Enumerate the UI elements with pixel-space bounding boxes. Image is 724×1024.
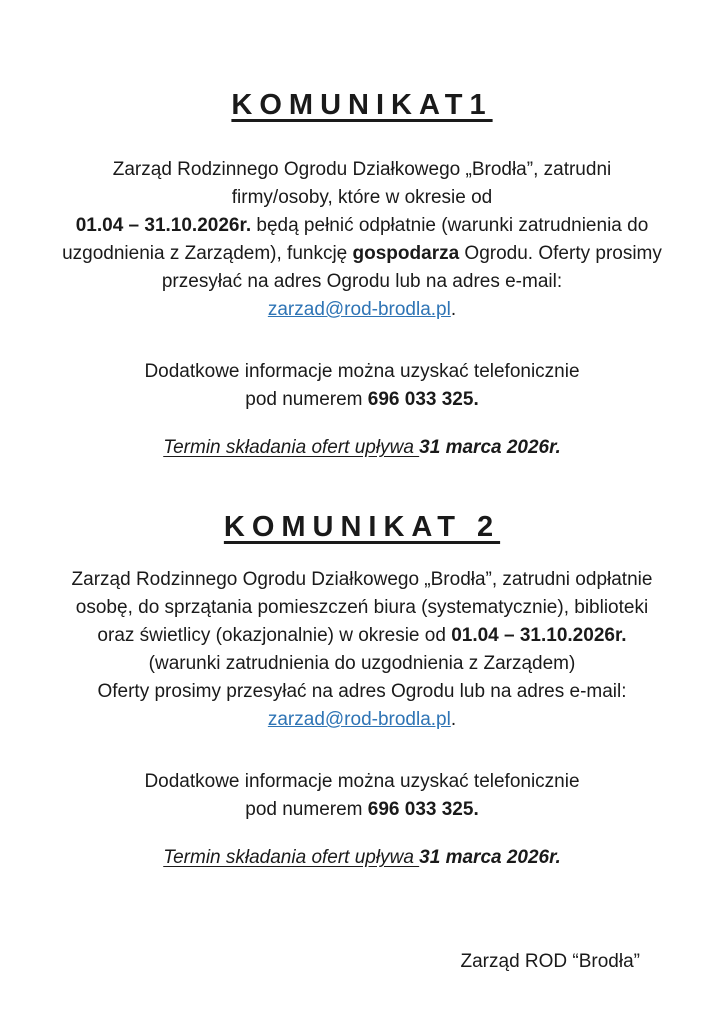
announcement1-deadline-label: Termin składania ofert upływa	[163, 437, 420, 458]
announcement1-title-text: KOMUNIKAT1	[231, 89, 493, 121]
announcement2-deadline-label: Termin składania ofert upływa	[163, 847, 420, 868]
footer-signature: Zarząd ROD “Brodła”	[460, 951, 640, 972]
announcement1-info-line1: Dodatkowe informacje można uzyskać telefonicznie	[144, 361, 580, 382]
announcement2-line4: (warunki zatrudnienia do uzgodnienia z Zarządem)	[148, 653, 576, 674]
announcement2-info-line2-pre: pod numerem	[245, 799, 368, 820]
announcement2-phone-number: 696 033 325.	[367, 799, 479, 820]
announcement2-title	[0, 508, 724, 546]
announcement1-line3-rest: będą pełnić odpłatnie (warunki zatrudnienia do	[251, 215, 649, 236]
announcement1-deadline	[0, 434, 724, 462]
announcement1-line5: przesyłać na adres Ogrodu lub na adres e-mail:	[161, 271, 563, 292]
announcement2-info-line1: Dodatkowe informacje można uzyskać telefonicznie	[144, 771, 580, 792]
announcement1-body	[0, 156, 724, 324]
announcement2-line3-pre: oraz świetlicy (okazjonalnie) w okresie od	[97, 625, 452, 646]
announcement2-line1: Zarząd Rodzinnego Ogrodu Działkowego „Brodła”, zatrudni odpłatnie	[71, 569, 653, 590]
announcement2-email-suffix: .	[450, 709, 457, 730]
announcement1-period-bold: 01.04 – 31.10.2026r.	[75, 215, 252, 236]
announcement2-info	[0, 768, 724, 824]
announcement1-role-bold: gospodarza	[352, 243, 460, 264]
announcement2-deadline-date: 31 marca 2026r.	[419, 847, 561, 868]
announcement2-period-bold: 01.04 – 31.10.2026r.	[451, 625, 627, 646]
announcement1-email-suffix: .	[450, 299, 457, 320]
announcement1-deadline-date: 31 marca 2026r.	[419, 437, 561, 458]
announcement2-title-text: KOMUNIKAT 2	[223, 511, 501, 543]
announcement1-info	[0, 358, 724, 414]
announcement1-title	[0, 86, 724, 124]
announcement2-line5: Oferty prosimy przesyłać na adres Ogrodu lub na adres e-mail:	[97, 681, 627, 702]
announcement2-line2: osobę, do sprzątania pomieszczeń biura (systematycznie), biblioteki	[75, 597, 649, 618]
announcement1-line4-post: Ogrodu. Oferty prosimy	[459, 243, 662, 264]
announcement1-phone-number: 696 033 325.	[367, 389, 479, 410]
announcement1-line1: Zarząd Rodzinnego Ogrodu Działkowego „Brodła”, zatrudni	[112, 159, 612, 180]
announcement2-email-link[interactable]: zarzad@rod-brodla.pl	[267, 709, 451, 730]
announcement2-deadline	[0, 844, 724, 872]
announcement1-info-line2-pre: pod numerem	[245, 389, 368, 410]
announcement1-email-link[interactable]: zarzad@rod-brodla.pl	[267, 299, 451, 320]
announcement1-line4-pre: uzgodnienia z Zarządem), funkcję	[62, 243, 353, 264]
announcement2-body	[0, 566, 724, 734]
announcement1-line2: firmy/osoby, które w okresie od	[231, 187, 493, 208]
